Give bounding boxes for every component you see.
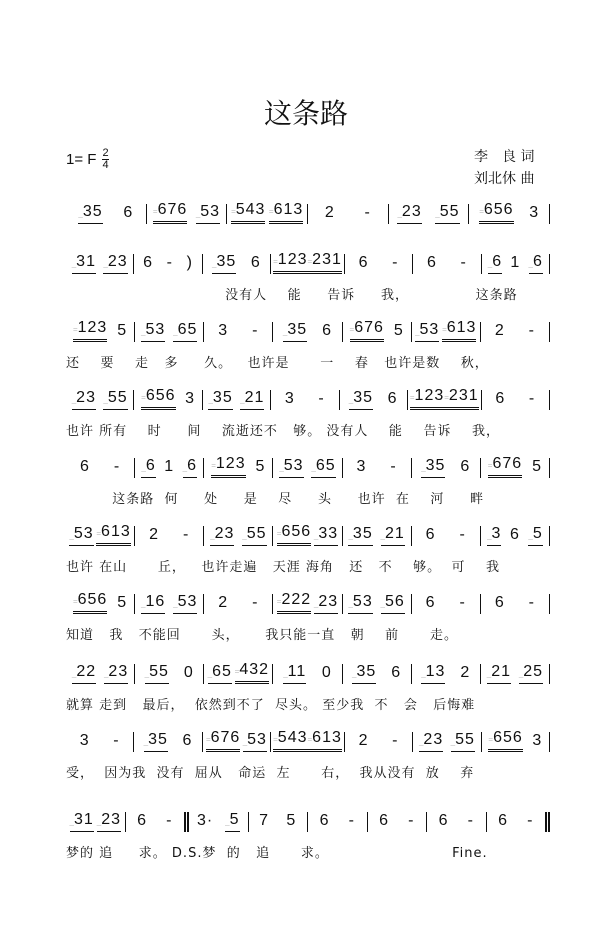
note-group: 1 [510, 254, 521, 271]
lyrics-line: 也许 所有 时 间 流逝还不 够。 没有人 能 告诉 我， [66, 424, 500, 439]
note-group: =543 [231, 201, 265, 224]
note-group: 6 [438, 812, 449, 829]
note-group: 6 [182, 732, 193, 749]
note-group: _6 [488, 253, 502, 274]
note-group: 6 [425, 594, 436, 611]
measure [66, 523, 135, 546]
note-group: - [528, 322, 535, 339]
measure [343, 319, 412, 342]
note-group: =656 [277, 523, 311, 546]
note-group: _33 [314, 525, 338, 546]
note-group: 3 [529, 204, 540, 221]
measure [271, 390, 339, 410]
note-group: _25 [519, 663, 543, 684]
note-group: 6 [143, 254, 154, 271]
note-group: - [166, 812, 173, 829]
notes-line [66, 522, 550, 546]
note-group: _35 [421, 457, 445, 478]
note-group: - [392, 254, 399, 271]
note-group: _35 [352, 663, 376, 684]
measure [271, 729, 345, 752]
note-group: 1 [164, 458, 175, 475]
measure [203, 390, 271, 410]
note-group: _35 [349, 389, 373, 410]
note-group: 6 [379, 812, 389, 829]
measure [66, 390, 134, 410]
composer: 刘北休 曲 [474, 171, 535, 187]
lyricist: 李 良 词 [474, 149, 535, 165]
note-group: _5 [225, 811, 239, 832]
note-group: 5 [532, 458, 542, 475]
note-group: _21 [487, 663, 511, 684]
measure [135, 526, 204, 546]
measure [273, 591, 342, 614]
note-group: =231 [444, 387, 478, 410]
note-group: _65 [173, 321, 197, 342]
lyrics-line: 没有人 能 告诉 我， 这条路 [66, 288, 518, 303]
measure [134, 254, 202, 274]
staff-system [66, 660, 550, 713]
measure [135, 322, 204, 342]
staff-system [66, 200, 550, 234]
measure [482, 390, 550, 410]
key-signature [66, 148, 109, 171]
measure [427, 812, 487, 832]
measure [481, 526, 550, 546]
measure [204, 322, 273, 342]
measure [66, 319, 135, 342]
note-group: - [392, 732, 399, 749]
measure [481, 594, 550, 614]
measure [204, 455, 273, 478]
note-group: _23 [419, 731, 443, 752]
song-title: 这条路 [263, 97, 348, 130]
note-group: - [252, 594, 259, 611]
note-group: =613 [308, 729, 342, 752]
notes-line [66, 660, 550, 684]
measure [368, 812, 428, 832]
note-group: 6 [498, 812, 508, 829]
note-group: 6 [137, 812, 147, 829]
measure [340, 390, 408, 410]
note-group: 2 [358, 732, 369, 749]
note-group: _31 [70, 811, 94, 832]
note-group: _65 [208, 663, 232, 684]
measure [66, 254, 134, 274]
note-group: _16 [141, 593, 165, 614]
note-group: - [527, 812, 534, 829]
note-group: _23 [103, 253, 127, 274]
measure [308, 812, 368, 832]
note-group: 3 [79, 732, 90, 749]
note-group: - [113, 732, 120, 749]
note-group: _53 [415, 321, 439, 342]
note-group: =676 [488, 455, 522, 478]
note-group: _53 [348, 593, 372, 614]
lyrics-line: 梦的 追 求。 D.S.梦 的 追 求。 Fine. [66, 846, 488, 861]
notes-line [66, 590, 550, 614]
note-group: 6 [123, 204, 134, 221]
note-group: _56 [381, 593, 405, 614]
note-group: _13 [421, 663, 445, 684]
note-group: ) [186, 254, 193, 271]
note-group: _23 [97, 811, 121, 832]
measure [345, 254, 413, 274]
note-group: - [364, 204, 371, 221]
note-group: 6 [509, 526, 520, 543]
note-group: 0 [183, 664, 194, 681]
note-group: _55 [435, 203, 459, 224]
note-group: 6 [250, 254, 261, 271]
note-group: _6 [141, 457, 155, 478]
note-group: 5 [255, 458, 266, 475]
note-group: 6 [79, 458, 90, 475]
lyrics-line: 这条路 何 处 是 尽 头 也许 在 河 畔 [66, 492, 485, 507]
note-group: _53 [69, 525, 93, 546]
notes-line [66, 250, 550, 274]
measure [469, 201, 550, 224]
note-group: 2 [494, 322, 505, 339]
note-group: 6 [494, 594, 505, 611]
note-group: 6 [387, 390, 398, 407]
measure [135, 594, 204, 614]
note-group: 3 [185, 390, 195, 407]
note-group: =123 [211, 455, 245, 478]
notes-line [66, 454, 550, 478]
note-group: - [528, 390, 536, 407]
note-group: =123 [273, 251, 307, 274]
note-group: _65 [311, 457, 335, 478]
staff-system [66, 808, 550, 861]
note-group: 7 [259, 812, 270, 829]
note-group: _55 [451, 731, 475, 752]
measure [189, 812, 249, 832]
note-group: - [252, 322, 259, 339]
measure [66, 204, 147, 224]
measure [203, 729, 271, 752]
note-group: _53 [279, 457, 303, 478]
note-group: 3 [532, 732, 543, 749]
time-bottom: 4 [102, 159, 109, 171]
note-group: =656 [488, 729, 522, 752]
note-group: _23 [104, 663, 128, 684]
measure [66, 664, 135, 684]
note-group: _55 [145, 663, 169, 684]
note-group: 6 [358, 254, 369, 271]
note-group: _35 [78, 203, 102, 224]
measure [271, 251, 345, 274]
note-group: _23 [314, 593, 338, 614]
note-group: =676 [206, 729, 240, 752]
note-group: - [408, 812, 415, 829]
measure [482, 254, 550, 274]
measure [412, 458, 481, 478]
measure [134, 732, 202, 752]
notes-line [66, 318, 550, 342]
note-group: _53 [173, 593, 197, 614]
note-group: _35 [144, 731, 168, 752]
note-group: _53 [196, 203, 220, 224]
measure [273, 322, 342, 342]
staff-system [66, 250, 550, 303]
measure [413, 732, 481, 752]
note-group: 2 [218, 594, 229, 611]
lyrics-line: 知道 我 不能回 头， 我只能一直 朝 前 走。 [66, 628, 458, 643]
note-group: _6 [183, 457, 197, 478]
staff-system [66, 318, 550, 371]
note-group: _22 [72, 663, 96, 684]
measure [481, 322, 550, 342]
note-group: =656 [141, 387, 175, 410]
note-group: _35 [283, 321, 307, 342]
note-group: _35 [208, 389, 232, 410]
measure [343, 458, 412, 478]
note-group: - [113, 458, 121, 475]
note-group: 2 [149, 526, 160, 543]
note-group: - [390, 458, 397, 475]
notes-line [66, 200, 550, 224]
measure [412, 526, 481, 546]
measure [135, 664, 204, 684]
measure [147, 201, 228, 224]
note-group: _5 [528, 525, 542, 546]
note-group: 2 [324, 204, 335, 221]
measure [345, 732, 413, 752]
time-top: 2 [102, 147, 109, 159]
measure [481, 664, 550, 684]
note-group: =432 [235, 661, 269, 684]
measure [273, 664, 342, 684]
key-label: 1= F [66, 151, 97, 168]
note-group: - [166, 254, 173, 271]
measure [126, 812, 190, 832]
note-group: 3 [284, 390, 295, 407]
note-group: _11 [283, 663, 306, 684]
note-group: =222 [277, 591, 311, 614]
note-group: 0 [321, 664, 332, 681]
measure [343, 526, 412, 546]
measure [203, 254, 271, 274]
measure [135, 458, 204, 478]
note-group: =613 [96, 523, 130, 546]
note-group: _21 [381, 525, 405, 546]
measure [273, 523, 342, 546]
note-group: _31 [72, 253, 96, 274]
measure [66, 732, 134, 752]
measure [343, 594, 412, 614]
note-group: =656 [73, 591, 107, 614]
measure [249, 812, 309, 832]
time-signature [102, 148, 108, 171]
lyrics-line: 还 要 走 多 久。 也许是 一 春 也许是数 秋， [66, 356, 489, 371]
note-group: - [467, 812, 474, 829]
staff-system [66, 454, 550, 507]
measure [343, 664, 412, 684]
note-group: =543 [273, 729, 307, 752]
note-group: - [182, 526, 190, 543]
note-group: - [459, 594, 466, 611]
note-group: 5 [117, 594, 128, 611]
measure [204, 661, 273, 684]
note-group: =613 [442, 319, 476, 342]
note-group: 5 [286, 812, 297, 829]
note-group: 6 [460, 458, 471, 475]
note-group: 5 [393, 322, 404, 339]
staff-system [66, 386, 550, 439]
note-group: - [318, 390, 325, 407]
staff-system [66, 522, 550, 575]
note-group: _3 [487, 525, 501, 546]
note-group: _35 [212, 253, 236, 274]
measure [66, 812, 126, 832]
lyrics-line: 就算 走到 最后， 依然到不了 尽头。 至少我 不 会 后悔难 [66, 698, 476, 713]
note-group: =123 [73, 319, 107, 342]
measure [134, 387, 202, 410]
measure [204, 526, 273, 546]
note-group: 6 [322, 322, 333, 339]
measure [389, 204, 470, 224]
note-group: 3· [196, 812, 214, 829]
note-group: _55 [242, 525, 266, 546]
note-group: =613 [269, 201, 303, 224]
staff-system [66, 590, 550, 643]
note-group: =676 [350, 319, 384, 342]
note-group: _35 [348, 525, 372, 546]
note-group: - [459, 526, 466, 543]
measure [487, 812, 551, 832]
note-group: _23 [72, 389, 96, 410]
measure [412, 319, 481, 342]
measure [413, 254, 481, 274]
measure [481, 455, 550, 478]
note-group: =656 [479, 201, 513, 224]
measure [412, 594, 481, 614]
measure [204, 594, 273, 614]
note-group: 6 [425, 526, 436, 543]
notes-line [66, 728, 550, 752]
note-group: =231 [308, 251, 342, 274]
lyrics-line: 受， 因为我 没有 屈从 命运 左 右， 我从没有 放 弃 [66, 766, 475, 781]
credits [474, 146, 534, 190]
notes-line [66, 808, 550, 832]
measure [482, 729, 550, 752]
note-group: - [348, 812, 355, 829]
note-group: - [460, 254, 467, 271]
measure [66, 591, 135, 614]
note-group: =123 [410, 387, 444, 410]
measure [273, 458, 342, 478]
note-group: 6 [495, 390, 506, 407]
note-group: 5 [117, 322, 128, 339]
note-group: _55 [103, 389, 127, 410]
note-group: 3 [218, 322, 229, 339]
measure [227, 201, 308, 224]
note-group: 6 [427, 254, 437, 271]
note-group: _6 [529, 253, 543, 274]
lyrics-line: 也许 在山 丘， 也许走遍 天涯 海角 还 不 够。 可 我 [66, 560, 500, 575]
measure [308, 204, 389, 224]
staff-system [66, 728, 550, 781]
measure [408, 387, 482, 410]
note-group: - [528, 594, 535, 611]
note-group: 3 [356, 458, 367, 475]
measure [412, 664, 481, 684]
notes-line [66, 386, 550, 410]
note-group: =676 [153, 201, 187, 224]
note-group: 6 [319, 812, 330, 829]
note-group: _23 [397, 203, 421, 224]
measure [66, 458, 135, 478]
note-group: _21 [240, 389, 264, 410]
note-group: _53 [243, 731, 267, 752]
note-group: _53 [141, 321, 165, 342]
note-group: 2 [460, 664, 471, 681]
note-group: _23 [210, 525, 234, 546]
note-group: 6 [391, 664, 402, 681]
